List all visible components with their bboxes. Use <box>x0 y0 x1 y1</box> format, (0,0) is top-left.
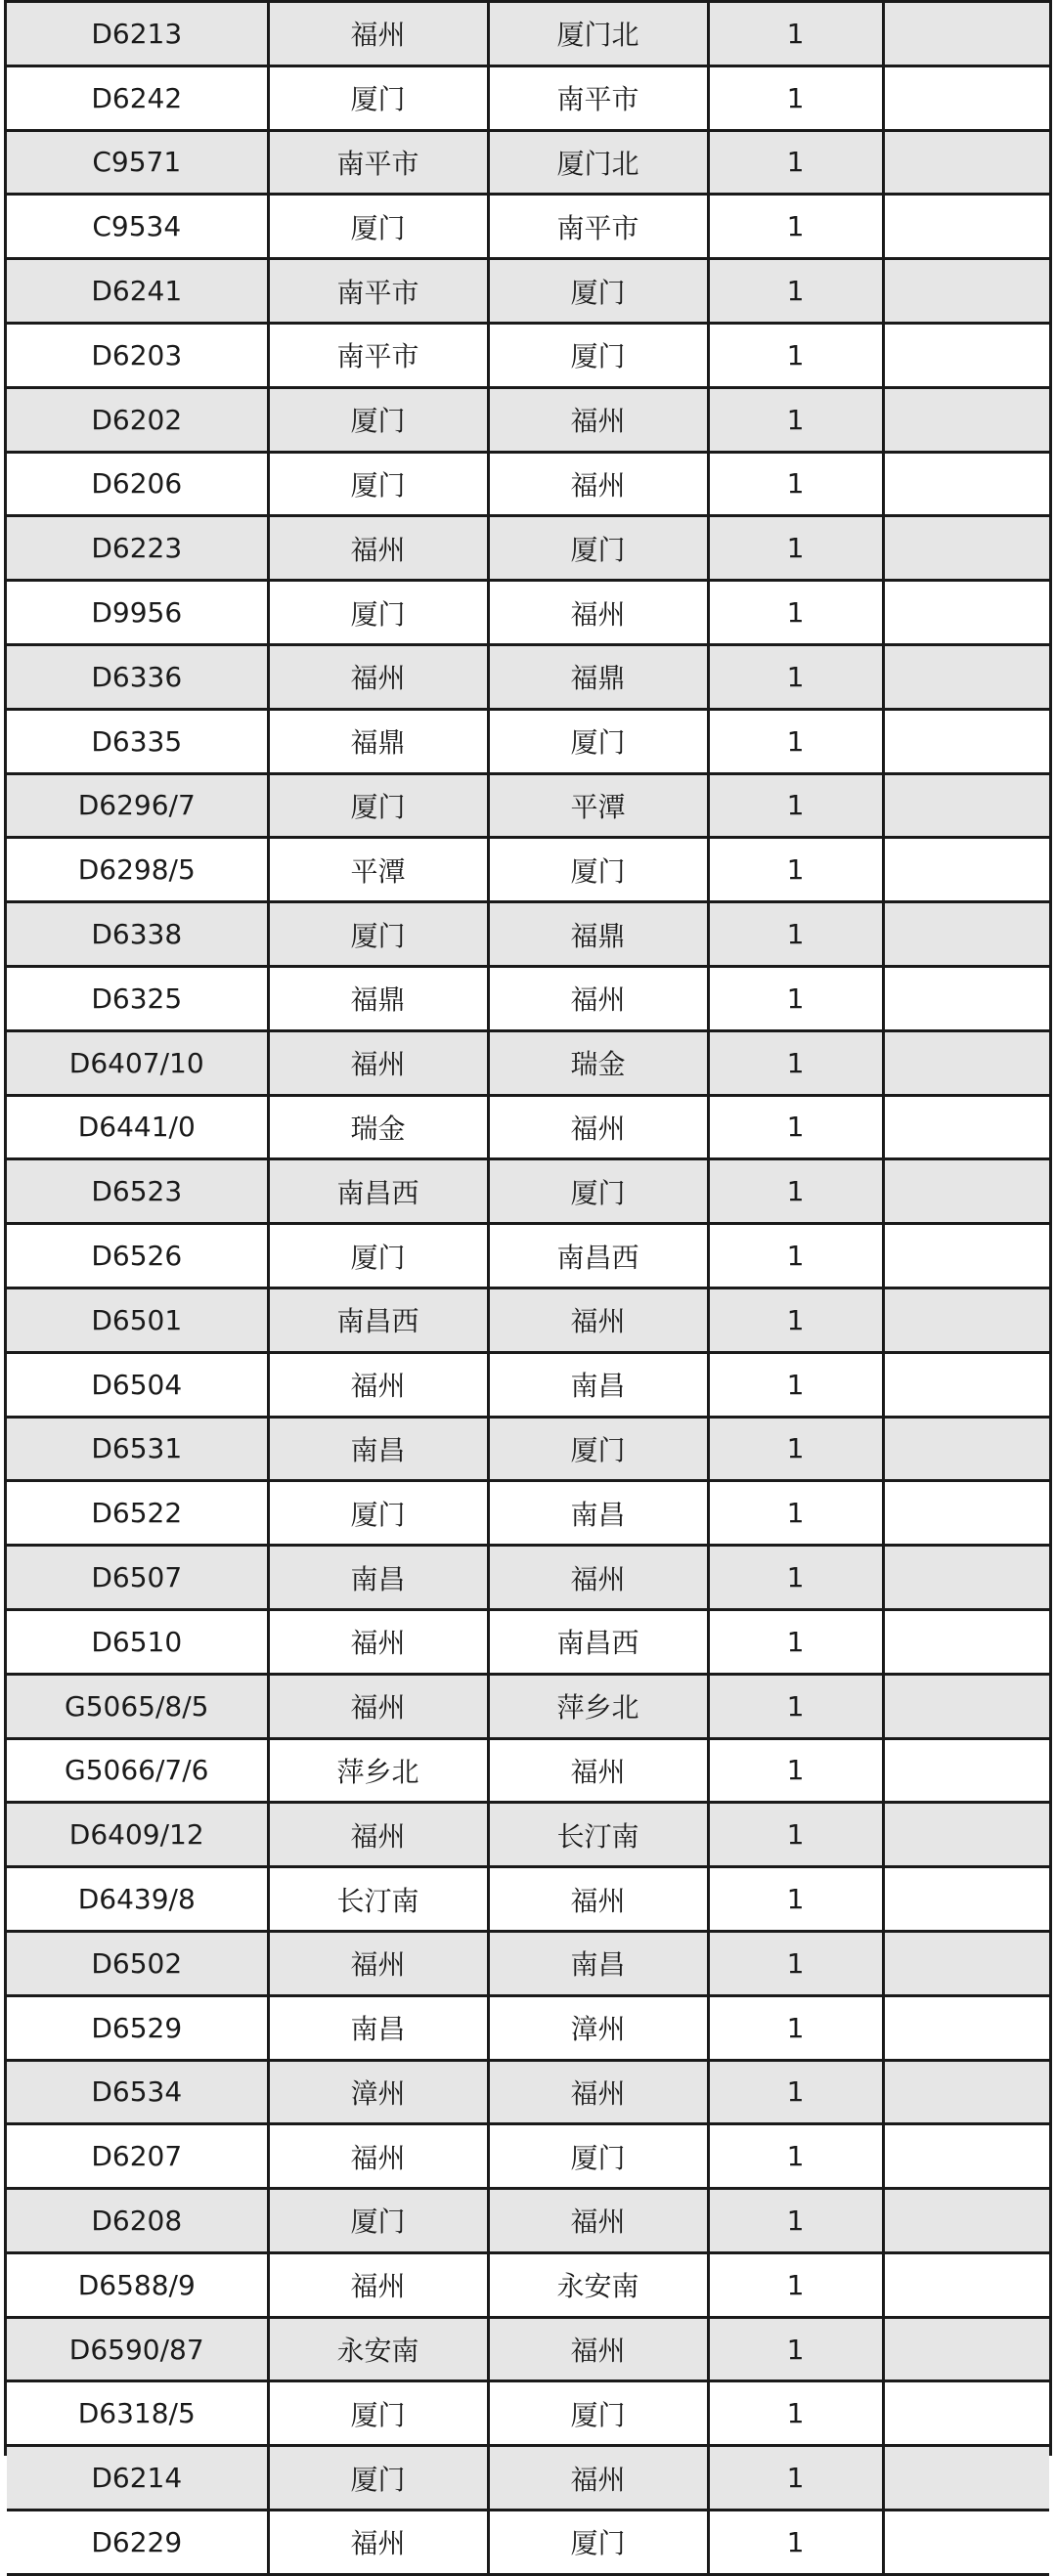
arrival-station-cell: 厦门 <box>488 516 708 581</box>
table-row <box>7 1546 1049 1610</box>
departure-station-cell: 福州 <box>268 1931 488 1995</box>
departure-station-cell: 福州 <box>268 516 488 581</box>
departure-station-cell: 南平市 <box>268 259 488 324</box>
train-number-cell: D6203 <box>7 323 268 387</box>
count-cell: 1 <box>708 1674 883 1738</box>
count-cell: 1 <box>708 1995 883 2060</box>
arrival-station-cell: 漳州 <box>488 1995 708 2060</box>
note-cell <box>883 709 1049 773</box>
note-cell <box>883 1288 1049 1352</box>
train-number-cell: D6296/7 <box>7 773 268 838</box>
table-row <box>7 1224 1049 1288</box>
arrival-station-cell: 厦门北 <box>488 2 708 66</box>
count-cell: 1 <box>708 1030 883 1095</box>
table-row <box>7 259 1049 324</box>
count-cell: 1 <box>708 773 883 838</box>
arrival-station-cell: 福州 <box>488 581 708 645</box>
train-number-cell: G5065/8/5 <box>7 1674 268 1738</box>
table-row <box>7 65 1049 130</box>
count-cell: 1 <box>708 2252 883 2317</box>
table-row <box>7 2317 1049 2381</box>
arrival-station-cell: 厦门 <box>488 1159 708 1224</box>
table-row <box>7 1288 1049 1352</box>
table-row <box>7 1995 1049 2060</box>
arrival-station-cell: 福州 <box>488 1288 708 1352</box>
note-cell <box>883 2189 1049 2253</box>
train-number-cell: C9534 <box>7 195 268 259</box>
train-number-cell: D6206 <box>7 452 268 516</box>
train-number-cell: D6214 <box>7 2446 268 2511</box>
note-cell <box>883 516 1049 581</box>
count-cell: 1 <box>708 2317 883 2381</box>
count-cell: 1 <box>708 516 883 581</box>
count-cell: 1 <box>708 387 883 452</box>
count-cell: 1 <box>708 1288 883 1352</box>
table-row <box>7 2446 1049 2511</box>
departure-station-cell: 福州 <box>268 2511 488 2575</box>
arrival-station-cell: 厦门 <box>488 709 708 773</box>
departure-station-cell: 平潭 <box>268 838 488 902</box>
count-cell: 1 <box>708 709 883 773</box>
arrival-station-cell: 福鼎 <box>488 902 708 967</box>
note-cell <box>883 259 1049 324</box>
arrival-station-cell: 南平市 <box>488 65 708 130</box>
departure-station-cell: 福鼎 <box>268 966 488 1030</box>
arrival-station-cell: 厦门 <box>488 323 708 387</box>
table-row <box>7 1609 1049 1674</box>
note-cell <box>883 323 1049 387</box>
train-number-cell: D6325 <box>7 966 268 1030</box>
note-cell <box>883 2124 1049 2189</box>
note-cell <box>883 130 1049 195</box>
departure-station-cell: 厦门 <box>268 2189 488 2253</box>
departure-station-cell: 福州 <box>268 1609 488 1674</box>
departure-station-cell: 厦门 <box>268 2446 488 2511</box>
arrival-station-cell: 福州 <box>488 1867 708 1932</box>
departure-station-cell: 漳州 <box>268 2060 488 2124</box>
departure-station-cell: 南昌 <box>268 1546 488 1610</box>
train-table <box>7 0 1049 2576</box>
count-cell: 1 <box>708 644 883 709</box>
count-cell: 1 <box>708 1224 883 1288</box>
note-cell <box>883 2 1049 66</box>
train-number-cell: G5066/7/6 <box>7 1738 268 1803</box>
note-cell <box>883 838 1049 902</box>
train-number-cell: D6318/5 <box>7 2381 268 2446</box>
train-number-cell: D6335 <box>7 709 268 773</box>
arrival-station-cell: 厦门 <box>488 838 708 902</box>
count-cell: 1 <box>708 1931 883 1995</box>
note-cell <box>883 1417 1049 1481</box>
table-row <box>7 2 1049 66</box>
departure-station-cell: 南平市 <box>268 130 488 195</box>
note-cell <box>883 1803 1049 1867</box>
note-cell <box>883 1030 1049 1095</box>
note-cell <box>883 1546 1049 1610</box>
departure-station-cell: 厦门 <box>268 195 488 259</box>
table-row <box>7 773 1049 838</box>
departure-station-cell: 福州 <box>268 1803 488 1867</box>
arrival-station-cell: 平潭 <box>488 773 708 838</box>
arrival-station-cell: 福州 <box>488 2317 708 2381</box>
arrival-station-cell: 厦门 <box>488 2511 708 2575</box>
note-cell <box>883 195 1049 259</box>
table-row <box>7 902 1049 967</box>
train-number-cell: D6202 <box>7 387 268 452</box>
arrival-station-cell: 厦门 <box>488 259 708 324</box>
departure-station-cell: 厦门 <box>268 581 488 645</box>
train-number-cell: D6441/0 <box>7 1095 268 1159</box>
table-row <box>7 966 1049 1030</box>
note-cell <box>883 1995 1049 2060</box>
table-row <box>7 1159 1049 1224</box>
arrival-station-cell: 福州 <box>488 2189 708 2253</box>
table-row <box>7 581 1049 645</box>
arrival-station-cell: 福州 <box>488 1546 708 1610</box>
train-number-cell: D6501 <box>7 1288 268 1352</box>
table-row <box>7 1352 1049 1417</box>
count-cell: 1 <box>708 2446 883 2511</box>
table-row <box>7 838 1049 902</box>
arrival-station-cell: 南昌西 <box>488 1224 708 1288</box>
train-number-cell: D6531 <box>7 1417 268 1481</box>
count-cell: 1 <box>708 838 883 902</box>
departure-station-cell: 福州 <box>268 2124 488 2189</box>
train-number-cell: D6208 <box>7 2189 268 2253</box>
train-number-cell: D6223 <box>7 516 268 581</box>
departure-station-cell: 厦门 <box>268 902 488 967</box>
count-cell: 1 <box>708 581 883 645</box>
note-cell <box>883 1481 1049 1546</box>
note-cell <box>883 387 1049 452</box>
departure-station-cell: 厦门 <box>268 1481 488 1546</box>
departure-station-cell: 厦门 <box>268 1224 488 1288</box>
arrival-station-cell: 福州 <box>488 387 708 452</box>
train-number-cell: D6336 <box>7 644 268 709</box>
train-number-cell: D6229 <box>7 2511 268 2575</box>
note-cell <box>883 452 1049 516</box>
arrival-station-cell: 福州 <box>488 1738 708 1803</box>
table-row <box>7 452 1049 516</box>
count-cell: 1 <box>708 1609 883 1674</box>
arrival-station-cell: 福州 <box>488 2446 708 2511</box>
note-cell <box>883 902 1049 967</box>
note-cell <box>883 581 1049 645</box>
count-cell: 1 <box>708 1803 883 1867</box>
table-row <box>7 2124 1049 2189</box>
note-cell <box>883 2317 1049 2381</box>
note-cell <box>883 644 1049 709</box>
departure-station-cell: 瑞金 <box>268 1095 488 1159</box>
table-row <box>7 1417 1049 1481</box>
count-cell: 1 <box>708 259 883 324</box>
departure-station-cell: 福州 <box>268 644 488 709</box>
note-cell <box>883 1738 1049 1803</box>
table-row <box>7 1674 1049 1738</box>
count-cell: 1 <box>708 1352 883 1417</box>
train-number-cell: D6522 <box>7 1481 268 1546</box>
note-cell <box>883 2381 1049 2446</box>
table-row <box>7 516 1049 581</box>
table-row <box>7 1867 1049 1932</box>
table-row <box>7 2381 1049 2446</box>
train-number-cell: D6213 <box>7 2 268 66</box>
train-number-cell: D6407/10 <box>7 1030 268 1095</box>
table-row <box>7 195 1049 259</box>
table-row <box>7 1931 1049 1995</box>
note-cell <box>883 2446 1049 2511</box>
train-number-cell: D6504 <box>7 1352 268 1417</box>
departure-station-cell: 萍乡北 <box>268 1738 488 1803</box>
arrival-station-cell: 南昌 <box>488 1352 708 1417</box>
departure-station-cell: 厦门 <box>268 2381 488 2446</box>
train-number-cell: D9956 <box>7 581 268 645</box>
table-row <box>7 1030 1049 1095</box>
note-cell <box>883 773 1049 838</box>
train-number-cell: D6439/8 <box>7 1867 268 1932</box>
table-row <box>7 2189 1049 2253</box>
count-cell: 1 <box>708 2060 883 2124</box>
train-number-cell: D6242 <box>7 65 268 130</box>
arrival-station-cell: 福州 <box>488 966 708 1030</box>
train-table-body <box>7 2 1049 2575</box>
arrival-station-cell: 福鼎 <box>488 644 708 709</box>
arrival-station-cell: 厦门 <box>488 1417 708 1481</box>
arrival-station-cell: 福州 <box>488 452 708 516</box>
note-cell <box>883 1867 1049 1932</box>
train-number-cell: D6207 <box>7 2124 268 2189</box>
table-row <box>7 1803 1049 1867</box>
departure-station-cell: 南昌西 <box>268 1159 488 1224</box>
note-cell <box>883 2060 1049 2124</box>
note-cell <box>883 1674 1049 1738</box>
table-row <box>7 323 1049 387</box>
table-row <box>7 2060 1049 2124</box>
note-cell <box>883 1931 1049 1995</box>
count-cell: 1 <box>708 1159 883 1224</box>
departure-station-cell: 福鼎 <box>268 709 488 773</box>
count-cell: 1 <box>708 1095 883 1159</box>
note-cell <box>883 1609 1049 1674</box>
table-row <box>7 709 1049 773</box>
count-cell: 1 <box>708 195 883 259</box>
arrival-station-cell: 南昌西 <box>488 1609 708 1674</box>
train-number-cell: D6507 <box>7 1546 268 1610</box>
note-cell <box>883 2511 1049 2575</box>
departure-station-cell: 福州 <box>268 2 488 66</box>
count-cell: 1 <box>708 2381 883 2446</box>
train-number-cell: D6588/9 <box>7 2252 268 2317</box>
note-cell <box>883 65 1049 130</box>
note-cell <box>883 2252 1049 2317</box>
count-cell: 1 <box>708 2189 883 2253</box>
arrival-station-cell: 永安南 <box>488 2252 708 2317</box>
train-number-cell: D6534 <box>7 2060 268 2124</box>
count-cell: 1 <box>708 2 883 66</box>
arrival-station-cell: 福州 <box>488 1095 708 1159</box>
table-row <box>7 644 1049 709</box>
count-cell: 1 <box>708 1867 883 1932</box>
count-cell: 1 <box>708 65 883 130</box>
arrival-station-cell: 萍乡北 <box>488 1674 708 1738</box>
departure-station-cell: 福州 <box>268 1674 488 1738</box>
departure-station-cell: 福州 <box>268 1352 488 1417</box>
count-cell: 1 <box>708 323 883 387</box>
train-schedule-sheet <box>4 0 1052 2560</box>
arrival-station-cell: 福州 <box>488 2060 708 2124</box>
arrival-station-cell: 南昌 <box>488 1931 708 1995</box>
arrival-station-cell: 厦门 <box>488 2124 708 2189</box>
count-cell: 1 <box>708 2124 883 2189</box>
departure-station-cell: 厦门 <box>268 65 488 130</box>
arrival-station-cell: 瑞金 <box>488 1030 708 1095</box>
count-cell: 1 <box>708 1481 883 1546</box>
departure-station-cell: 长汀南 <box>268 1867 488 1932</box>
count-cell: 1 <box>708 130 883 195</box>
departure-station-cell: 厦门 <box>268 452 488 516</box>
table-row <box>7 2252 1049 2317</box>
arrival-station-cell: 南昌 <box>488 1481 708 1546</box>
train-number-cell: D6298/5 <box>7 838 268 902</box>
table-row <box>7 387 1049 452</box>
train-number-cell: D6510 <box>7 1609 268 1674</box>
arrival-station-cell: 厦门北 <box>488 130 708 195</box>
departure-station-cell: 永安南 <box>268 2317 488 2381</box>
table-row <box>7 1095 1049 1159</box>
departure-station-cell: 南平市 <box>268 323 488 387</box>
train-number-cell: D6529 <box>7 1995 268 2060</box>
count-cell: 1 <box>708 966 883 1030</box>
train-number-cell: D6409/12 <box>7 1803 268 1867</box>
arrival-station-cell: 长汀南 <box>488 1803 708 1867</box>
departure-station-cell: 南昌 <box>268 1417 488 1481</box>
train-number-cell: D6241 <box>7 259 268 324</box>
note-cell <box>883 1159 1049 1224</box>
table-row <box>7 1481 1049 1546</box>
count-cell: 1 <box>708 1417 883 1481</box>
table-row <box>7 2511 1049 2575</box>
departure-station-cell: 南昌西 <box>268 1288 488 1352</box>
departure-station-cell: 南昌 <box>268 1995 488 2060</box>
departure-station-cell: 厦门 <box>268 773 488 838</box>
note-cell <box>883 1224 1049 1288</box>
count-cell: 1 <box>708 452 883 516</box>
table-row <box>7 1738 1049 1803</box>
train-number-cell: D6526 <box>7 1224 268 1288</box>
departure-station-cell: 福州 <box>268 2252 488 2317</box>
departure-station-cell: 厦门 <box>268 387 488 452</box>
count-cell: 1 <box>708 2511 883 2575</box>
note-cell <box>883 966 1049 1030</box>
arrival-station-cell: 南平市 <box>488 195 708 259</box>
note-cell <box>883 1352 1049 1417</box>
table-row <box>7 130 1049 195</box>
note-cell <box>883 1095 1049 1159</box>
count-cell: 1 <box>708 1546 883 1610</box>
departure-station-cell: 福州 <box>268 1030 488 1095</box>
count-cell: 1 <box>708 1738 883 1803</box>
train-number-cell: D6523 <box>7 1159 268 1224</box>
arrival-station-cell: 厦门 <box>488 2381 708 2446</box>
train-number-cell: D6338 <box>7 902 268 967</box>
train-number-cell: D6502 <box>7 1931 268 1995</box>
train-number-cell: D6590/87 <box>7 2317 268 2381</box>
train-number-cell: C9571 <box>7 130 268 195</box>
count-cell: 1 <box>708 902 883 967</box>
